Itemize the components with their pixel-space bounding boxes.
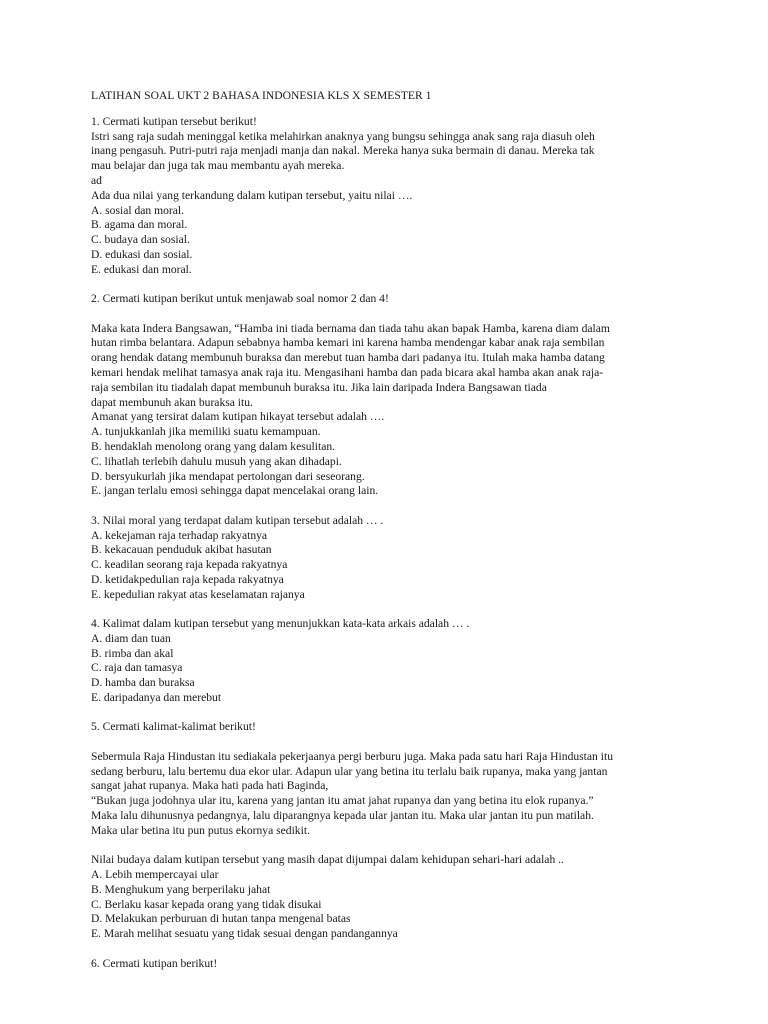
option-b: B. hendaklah menolong orang yang dalam kesulitan. — [91, 439, 336, 453]
document-page — [91, 89, 691, 971]
passage-line: hutan rimba belantara. Adapun sebabnya hamba kemari ini karena hamba mendengar kabar anak raja sembilan — [91, 336, 605, 350]
question-1-text: Ada dua nilai yang terkandung dalam kutipan tersebut, yaitu nilai …. — [91, 188, 413, 202]
option-a: A. diam dan tuan — [91, 631, 171, 645]
question-6-header: 6. Cermati kutipan berikut! — [91, 956, 218, 970]
option-e: E. jangan terlalu emosi sehingga dapat mencelakai orang lain. — [91, 484, 379, 498]
option-c: C. raja dan tamasya — [91, 661, 183, 675]
option-e: E. Marah melihat sesuatu yang tidak sesuai dengan pandangannya — [91, 927, 398, 941]
question-5 — [91, 720, 691, 942]
question-1-header: 1. Cermati kutipan tersebut berikut! — [91, 114, 257, 128]
passage-line: orang hendak datang membunuh buraksa dan merebut tuan hamba dari padanya itu. Itulah maka hamba datang — [91, 351, 605, 365]
option-b: B. Menghukum yang berperilaku jahat — [91, 882, 271, 896]
passage-line: inang pengasuh. Putri-putri raja menjadi manja dan nakal. Mereka hanya suka bermain di danau. Mereka tak — [91, 144, 595, 158]
option-c: C. budaya dan sosial. — [91, 233, 190, 247]
option-a: A. Lebih mempercayai ular — [91, 868, 219, 882]
passage-line: raja sembilan itu tiadalah dapat membunuh buraksa itu. Jika lain daripada Indera Bangsawan tiada — [91, 380, 547, 394]
option-e: E. daripadanya dan merebut — [91, 691, 222, 705]
question-4 — [91, 617, 691, 706]
option-c: C. lihatlah terlebih dahulu musuh yang akan dihadapi. — [91, 454, 342, 468]
option-b: B. kekacauan penduduk akibat hasutan — [91, 543, 272, 557]
question-2-text: Amanat yang tersirat dalam kutipan hikayat tersebut adalah …. — [91, 410, 385, 424]
passage-line: Maka kata Indera Bangsawan, “Hamba ini tiada bernama dan tiada tahu akan bapak Hamba, karena diam dalam — [91, 321, 610, 335]
passage-line: ad — [91, 173, 102, 187]
option-e: E. edukasi dan moral. — [91, 262, 192, 276]
option-e: E. kepedulian rakyat atas keselamatan rajanya — [91, 587, 305, 601]
question-2 — [91, 292, 691, 499]
passage-line: kemari hendak melihat tamasya anak raja itu. Mengasihani hamba dan pada bicara akal hamba akan anak raja- — [91, 365, 604, 379]
passage-line: “Bukan juga jodohnya ular itu, karena yang jantan itu amat jahat rupanya dan yang betina itu elok rupanya.” — [91, 794, 594, 808]
option-c: C. Berlaku kasar kepada orang yang tidak disukai — [91, 897, 322, 911]
passage-line: dapat membunuh akan buraksa itu. — [91, 395, 253, 409]
question-6 — [91, 957, 691, 972]
question-1 — [91, 115, 691, 278]
option-c: C. keadilan seorang raja kepada rakyatnya — [91, 558, 288, 572]
option-a: A. tunjukkanlah jika memiliki suatu kemampuan. — [91, 425, 321, 439]
option-a: A. kekejaman raja terhadap rakyatnya — [91, 528, 268, 542]
passage-line: Maka ular betina itu pun putus ekornya sedikit. — [91, 823, 310, 837]
passage-line: mau belajar dan juga tak mau membantu ayah mereka. — [91, 159, 345, 173]
question-5-text: Nilai budaya dalam kutipan tersebut yang masih dapat dijumpai dalam kehidupan sehari-hari adalah .. — [91, 853, 564, 867]
option-d: D. hamba dan buraksa — [91, 676, 195, 690]
passage-line: sangat jahat rupanya. Maka hati pada hati Baginda, — [91, 779, 329, 793]
question-3-text: 3. Nilai moral yang terdapat dalam kutipan tersebut adalah … . — [91, 513, 384, 527]
question-3 — [91, 514, 691, 603]
passage-line: Istri sang raja sudah meninggal ketika melahirkan anaknya yang bungsu sehingga anak sang raja diasuh oleh — [91, 129, 595, 143]
passage-line: Maka lalu dihunusnya pedangnya, lalu diparangnya kepada ular jantan itu. Maka ular jantan itu pun matilah. — [91, 809, 594, 823]
option-d: D. Melakukan perburuan di hutan tanpa mengenal batas — [91, 912, 351, 926]
passage-line: Sebermula Raja Hindustan itu sediakala pekerjaanya pergi berburu juga. Maka pada satu hari Raja Hindustan itu — [91, 749, 613, 763]
option-d: D. ketidakpedulian raja kepada rakyatnya — [91, 572, 284, 586]
option-b: B. rimba dan akal — [91, 646, 174, 660]
document-title: LATIHAN SOAL UKT 2 BAHASA INDONESIA KLS X SEMESTER 1 — [91, 89, 432, 102]
option-a: A. sosial dan moral. — [91, 203, 185, 217]
question-4-text: 4. Kalimat dalam kutipan tersebut yang menunjukkan kata-kata arkais adalah … . — [91, 617, 470, 631]
question-2-header: 2. Cermati kutipan berikut untuk menjawab soal nomor 2 dan 4! — [91, 292, 389, 306]
question-5-header: 5. Cermati kalimat-kalimat berikut! — [91, 720, 256, 734]
option-d: D. edukasi dan sosial. — [91, 247, 193, 261]
option-b: B. agama dan moral. — [91, 218, 188, 232]
option-d: D. bersyukurlah jika mendapat pertolongan dari seseorang. — [91, 469, 365, 483]
passage-line: sedang berburu, lalu bertemu dua ekor ular. Adapun ular yang betina itu terlalu baik rupanya, maka yang jantan — [91, 764, 608, 778]
